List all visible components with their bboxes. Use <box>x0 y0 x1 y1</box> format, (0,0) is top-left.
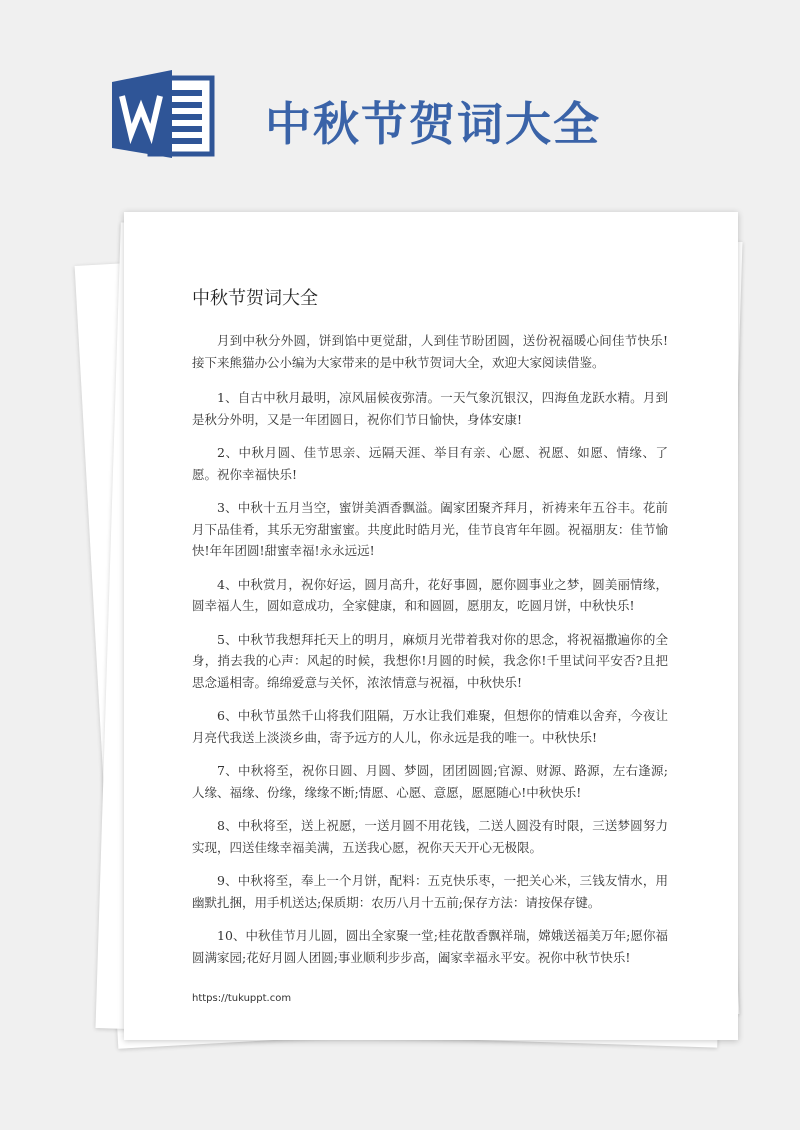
intro-paragraph: 月到中秋分外圆，饼到馅中更觉甜，人到佳节盼团圆，送份祝福暖心间佳节快乐!接下来熊猫办公小编为大家带来的是中秋节贺词大全，欢迎大家阅读借鉴。 <box>192 333 668 370</box>
document-body <box>192 330 668 968</box>
greeting-item: 5、中秋节我想拜托天上的明月，麻烦月光带着我对你的思念，将祝福撒遍你的全身，捎去我的心声：风起的时候，我想你!月圆的时候，我念你!千里试问平安否?且把思念遥相寄。绵绵爱意与关怀，浓浓情意与祝福，中秋快乐! <box>192 631 668 690</box>
banner-title: 中秋节贺词大全 <box>265 97 601 151</box>
greeting-item: 2、中秋月圆、佳节思亲、远隔天涯、举目有亲、心愿、祝愿、如愿、情缘、了愿。祝你幸福快乐! <box>192 445 668 482</box>
source-link[interactable]: https://tukuppt.com <box>192 993 292 1004</box>
document-page <box>124 212 738 1040</box>
greeting-item: 6、中秋节虽然千山将我们阻隔，万水让我们难聚，但想你的情难以舍弃，今夜让月亮代我送上淡淡乡曲，寄予远方的人儿，你永远是我的唯一。中秋快乐! <box>192 708 668 745</box>
word-document-icon <box>112 68 216 160</box>
greeting-item: 7、中秋将至，祝你日圆、月圆、梦圆，团团圆圆;官源、财源、路源，左右逢源;人缘、福缘、份缘，缘缘不断;情愿、心愿、意愿，愿愿随心!中秋快乐! <box>192 763 668 800</box>
greeting-item: 8、中秋将至，送上祝愿，一送月圆不用花钱，二送人圆没有时限，三送梦圆努力实现，四送佳缘幸福美满，五送我心愿，祝你天天开心无极限。 <box>192 818 668 855</box>
greeting-item: 10、中秋佳节月儿圆，圆出全家聚一堂;桂花散香飘祥瑞，嫦娥送福美万年;愿你福圆满家园;花好月圆人团圆;事业顺利步步高，阖家幸福永平安。祝你中秋节快乐! <box>192 928 668 965</box>
greeting-item: 9、中秋将至，奉上一个月饼，配料：五克快乐枣，一把关心米，三钱友情水，用幽默扎捆，用手机送达;保质期：农历八月十五前;保存方法：请按保存键。 <box>192 873 668 910</box>
greeting-item: 1、自古中秋月最明，凉风届候夜弥清。一天气象沉银汉，四海鱼龙跃水精。月到是秋分外明，又是一年团圆日，祝你们节日愉快，身体安康! <box>192 390 668 427</box>
greeting-item: 4、中秋赏月，祝你好运，圆月高升，花好事圆，愿你圆事业之梦，圆美丽情缘，圆幸福人生，圆如意成功，全家健康，和和圆圆，愿朋友，吃圆月饼，中秋快乐! <box>192 576 668 613</box>
banner <box>0 0 800 200</box>
document-title: 中秋节贺词大全 <box>192 288 318 309</box>
greeting-item: 3、中秋十五月当空，蜜饼美酒香飘溢。阖家团聚齐拜月，祈祷来年五谷丰。花前月下品佳肴，其乐无穷甜蜜蜜。共度此时皓月光，佳节良宵年年圆。祝福朋友：佳节愉快!年年团圆!甜蜜幸福!永永远远! <box>192 500 668 558</box>
